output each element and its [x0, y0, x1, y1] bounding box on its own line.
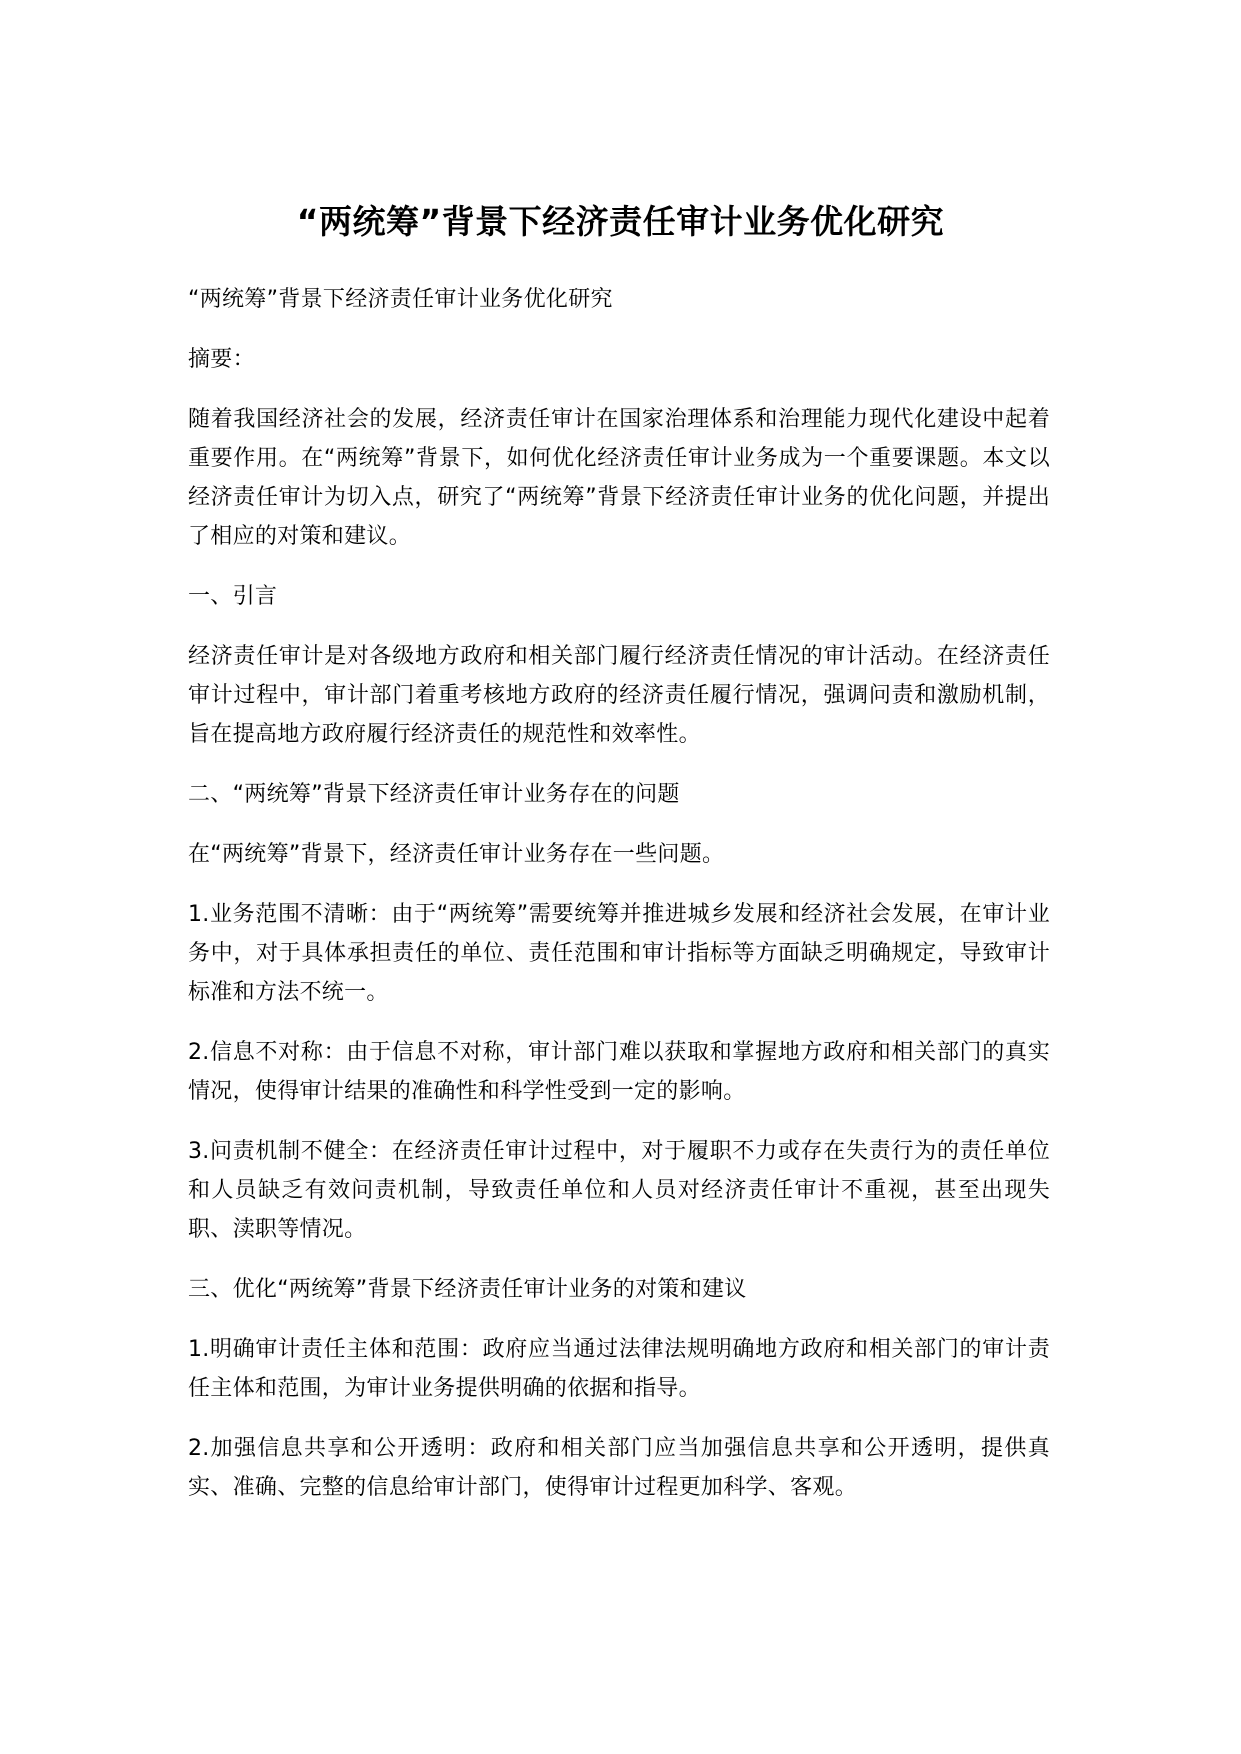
suggestion-item-1: 1.明确审计责任主体和范围：政府应当通过法律法规明确地方政府和相关部门的审计责任主体和范围，为审计业务提供明确的依据和指导。: [188, 1337, 1050, 1401]
section-heading-introduction: 一、引言: [188, 584, 278, 609]
problem-item-3: 3.问责机制不健全：在经济责任审计过程中，对于履职不力或存在失责行为的责任单位和人员缺乏有效问责机制，导致责任单位和人员对经济责任审计不重视，甚至出现失职、渎职等情况。: [188, 1139, 1050, 1242]
abstract-label: 摘要：: [188, 347, 255, 372]
problem-item-1: 1.业务范围不清晰：由于“两统筹”需要统筹并推进城乡发展和经济社会发展，在审计业务中，对于具体承担责任的单位、责任范围和审计指标等方面缺乏明确规定，导致审计标准和方法不统一。: [188, 902, 1050, 1005]
section-heading-suggestions: 三、优化“两统筹”背景下经济责任审计业务的对策和建议: [188, 1277, 747, 1302]
document-body: [188, 280, 1050, 1528]
problems-intro-paragraph: 在“两统筹”背景下，经济责任审计业务存在一些问题。: [188, 842, 725, 867]
section-heading-problems: 二、“两统筹”背景下经济责任审计业务存在的问题: [188, 782, 680, 807]
introduction-paragraph: 经济责任审计是对各级地方政府和相关部门履行经济责任情况的审计活动。在经济责任审计过程中，审计部门着重考核地方政府的经济责任履行情况，强调问责和激励机制，旨在提高地方政府履行经济责任的规范性和效率性。: [188, 644, 1050, 747]
suggestion-item-2: 2.加强信息共享和公开透明：政府和相关部门应当加强信息共享和公开透明，提供真实、准确、完整的信息给审计部门，使得审计过程更加科学、客观。: [188, 1436, 1050, 1500]
document-title: “两统筹”背景下经济责任审计业务优化研究: [296, 202, 945, 242]
abstract-paragraph: 随着我国经济社会的发展，经济责任审计在国家治理体系和治理能力现代化建设中起着重要作用。在“两统筹”背景下，如何优化经济责任审计业务成为一个重要课题。本文以经济责任审计为切入点，研究了“两统筹”背景下经济责任审计业务的优化问题，并提出了相应的对策和建议。: [188, 407, 1050, 549]
subtitle-paragraph: “两统筹”背景下经济责任审计业务优化研究: [188, 287, 613, 312]
problem-item-2: 2.信息不对称：由于信息不对称，审计部门难以获取和掌握地方政府和相关部门的真实情况，使得审计结果的准确性和科学性受到一定的影响。: [188, 1040, 1050, 1104]
